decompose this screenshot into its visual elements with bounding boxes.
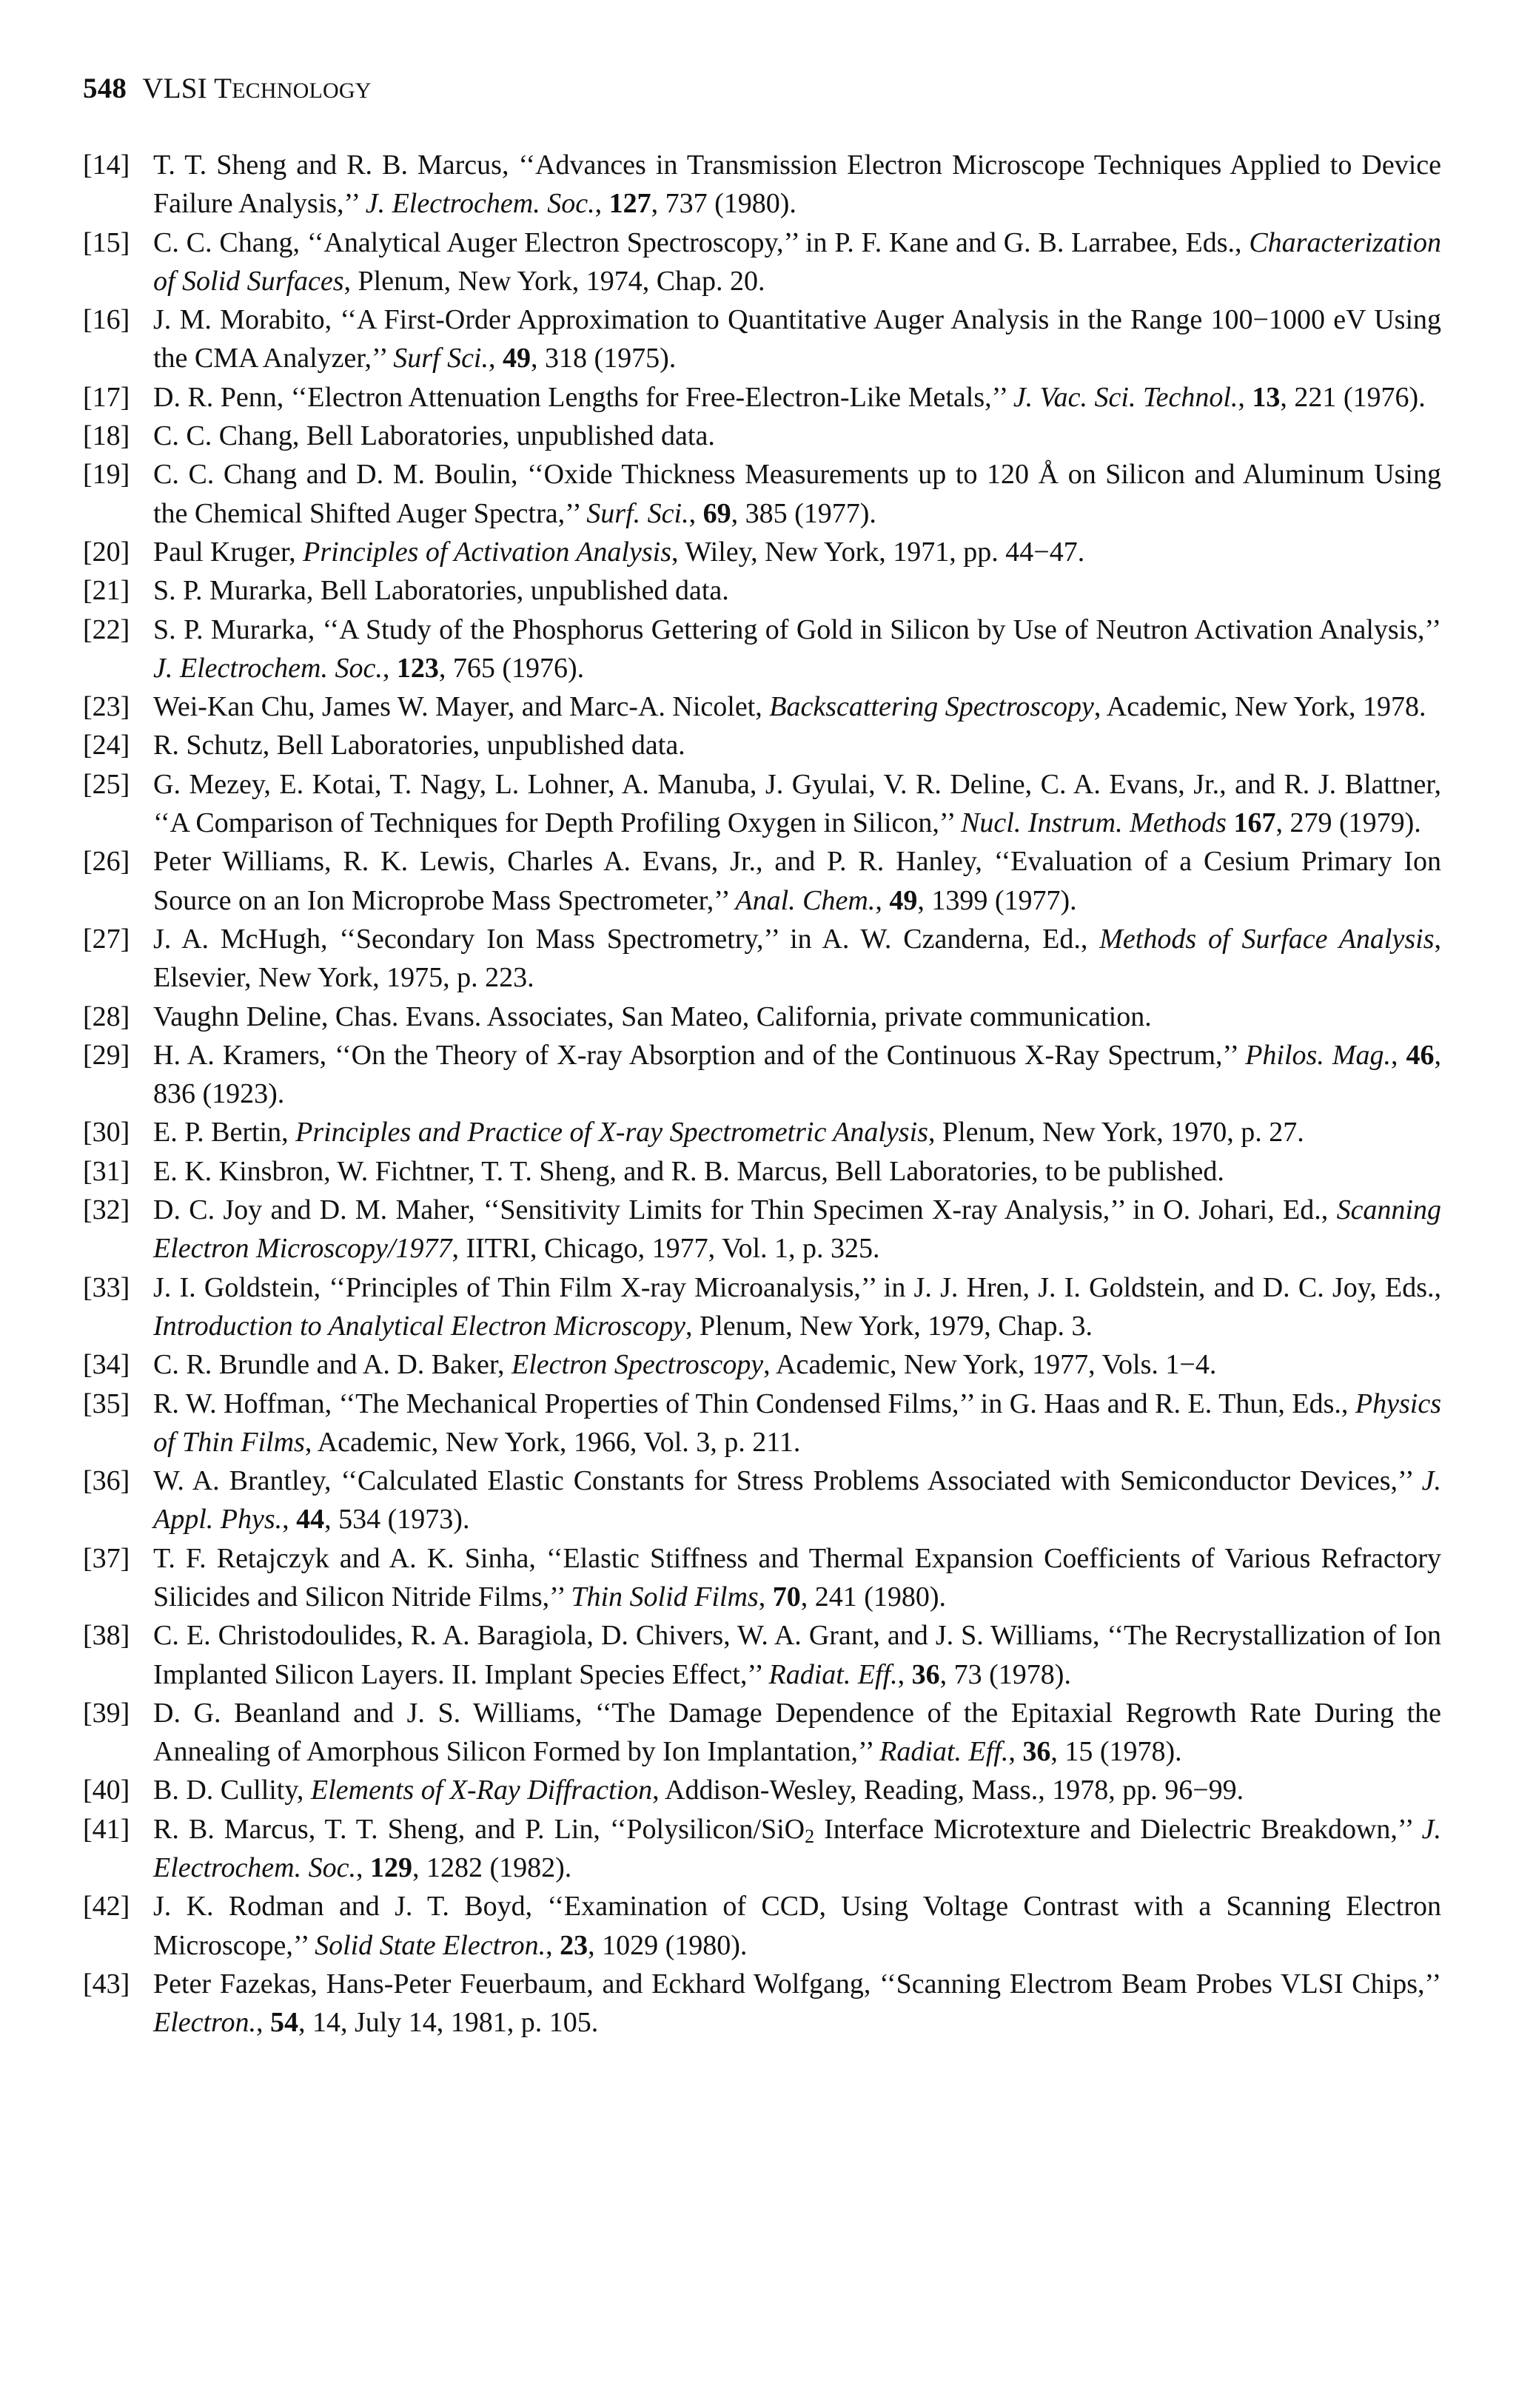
reference-text (153, 1539, 1441, 1617)
reference-segment: , (355, 1852, 370, 1884)
reference-segment: C. C. Chang and D. M. Boulin, ‘‘Oxide Thickness Measurements up to 120 Å on Silicon and Aluminum Using the Chemical Shifted Auger Spectra,’’ (153, 459, 1441, 529)
reference-text (153, 765, 1441, 843)
reference-number: [37] (83, 1542, 130, 1574)
reference-source: Introduction to Analytical Electron Microscopy (153, 1310, 686, 1342)
reference-number: [22] (83, 613, 130, 645)
reference-segment: J. K. Rodman and J. T. Boyd, ‘‘Examination of CCD, Using Voltage Contrast with a Scanning Electron Microscope,’’ (153, 1891, 1441, 1961)
reference-entry (83, 378, 1441, 417)
reference-number: [40] (83, 1775, 130, 1806)
reference-text (153, 1345, 1441, 1384)
reference-number: [38] (83, 1620, 130, 1652)
reference-list (83, 146, 1441, 2042)
reference-source: Radiat. Eff. (768, 1658, 898, 1690)
reference-segment: , (897, 1658, 912, 1690)
reference-segment: S. P. Murarka, Bell Laboratories, unpublished data. (153, 575, 729, 607)
reference-text (153, 417, 1441, 455)
reference-text (153, 1191, 1441, 1268)
reference-source: Electron. (153, 2007, 256, 2039)
reference-segment: , 1029 (1980). (588, 1929, 748, 1961)
reference-segment: Wei-Kan Chu, James W. Mayer, and Marc-A. Nicolet, (153, 691, 770, 723)
reference-segment: , Wiley, New York, 1971, pp. 44−47. (671, 536, 1085, 568)
reference-volume: 36 (1022, 1736, 1051, 1768)
reference-source: Surf Sci. (393, 343, 489, 374)
reference-number: [30] (83, 1117, 130, 1148)
reference-number: [31] (83, 1155, 130, 1187)
reference-number: [15] (83, 226, 130, 258)
reference-number: [21] (83, 575, 130, 607)
reference-entry (83, 571, 1441, 610)
reference-source: Philos. Mag. (1245, 1039, 1391, 1071)
reference-volume: 127 (608, 188, 651, 220)
reference-entry (83, 1539, 1441, 1617)
reference-segment: 2 (805, 1825, 815, 1847)
reference-segment: , (594, 188, 609, 220)
reference-segment: , 385 (1977). (731, 497, 876, 529)
reference-segment: , 1399 (1977). (917, 884, 1077, 916)
reference-number: [43] (83, 1968, 130, 2000)
reference-text (153, 920, 1441, 998)
running-head (83, 74, 1441, 103)
reference-source: J. Vac. Sci. Technol. (1013, 381, 1238, 413)
reference-text (153, 1152, 1441, 1191)
reference-number: [24] (83, 730, 130, 761)
reference-volume: 49 (889, 884, 918, 916)
reference-entry (83, 726, 1441, 764)
reference-segment: , (1391, 1039, 1406, 1071)
reference-number: [35] (83, 1388, 130, 1419)
reference-segment: Vaughn Deline, Chas. Evans. Associates, San Mateo, California, private communication. (153, 1000, 1152, 1032)
reference-text (153, 687, 1441, 726)
reference-text (153, 842, 1441, 920)
reference-segment: , (875, 884, 890, 916)
page-number: 548 (83, 73, 127, 104)
reference-number: [26] (83, 846, 130, 878)
reference-segment: , (758, 1581, 773, 1612)
reference-number: [39] (83, 1697, 130, 1729)
reference-segment: J. A. McHugh, ‘‘Secondary Ion Mass Spectrometry,’’ in A. W. Czanderna, Ed., (153, 923, 1100, 955)
reference-text (153, 300, 1441, 378)
reference-entry (83, 1268, 1441, 1346)
reference-number: [25] (83, 768, 130, 800)
reference-segment: E. P. Bertin, (153, 1117, 296, 1148)
reference-segment: , Academic, New York, 1977, Vols. 1−4. (763, 1349, 1217, 1381)
reference-segment: , 221 (1976). (1280, 381, 1426, 413)
reference-source: Surf. Sci. (586, 497, 689, 529)
reference-segment: D. R. Penn, ‘‘Electron Attenuation Lengths for Free-Electron-Like Metals,’’ (153, 381, 1013, 413)
reference-source: J. Electrochem. Soc. (365, 188, 595, 220)
reference-segment: , 737 (1980). (651, 188, 796, 220)
reference-segment: B. D. Cullity, (153, 1775, 311, 1806)
reference-volume: 167 (1233, 807, 1276, 839)
reference-number: [20] (83, 536, 130, 568)
reference-source: Solid State Electron. (315, 1929, 546, 1961)
reference-text (153, 611, 1441, 688)
reference-text (153, 533, 1441, 571)
reference-source: J. Electrochem. Soc. (153, 652, 383, 684)
reference-segment: D. G. Beanland and J. S. Williams, ‘‘The Damage Dependence of the Epitaxial Regrowth Rate During the Annealing of Amorphous Silicon Formed by Ion Implantation,’’ (153, 1697, 1441, 1768)
reference-volume: 13 (1252, 381, 1281, 413)
reference-text (153, 571, 1441, 610)
reference-volume: 23 (560, 1929, 588, 1961)
reference-number: [29] (83, 1039, 130, 1071)
reference-segment: W. A. Brantley, ‘‘Calculated Elastic Constants for Stress Problems Associated with Semiconductor Devices,’’ (153, 1465, 1422, 1497)
reference-number: [34] (83, 1349, 130, 1381)
reference-segment: C. C. Chang, ‘‘Analytical Auger Electron Spectroscopy,’’ in P. F. Kane and G. B. Larrabee, Eds., (153, 226, 1250, 258)
reference-entry (83, 1810, 1441, 1888)
reference-source: J. Electrochem. Soc. (153, 1813, 1441, 1884)
reference-entry (83, 1191, 1441, 1268)
reference-volume: 36 (911, 1658, 940, 1690)
reference-text (153, 726, 1441, 764)
reference-source: Radiat. Eff. (879, 1736, 1009, 1768)
reference-text (153, 1268, 1441, 1346)
reference-number: [41] (83, 1813, 130, 1845)
reference-segment: , IITRI, Chicago, 1977, Vol. 1, p. 325. (452, 1233, 880, 1265)
reference-segment: , (1008, 1736, 1023, 1768)
reference-text (153, 1113, 1441, 1151)
reference-segment: , (282, 1504, 297, 1536)
reference-volume: 123 (396, 652, 439, 684)
reference-segment: , Plenum, New York, 1974, Chap. 20. (343, 265, 765, 297)
reference-volume: 49 (503, 343, 531, 374)
reference-segment: R. Schutz, Bell Laboratories, unpublished data. (153, 730, 685, 761)
reference-segment: , 241 (1980). (800, 1581, 947, 1612)
reference-segment: G. Mezey, E. Kotai, T. Nagy, L. Lohner, A. Manuba, J. Gyulai, V. R. Deline, C. A. Evans, Jr., and R. J. Blattner, ‘‘A Comparison of Techniques for Depth Profiling Oxygen in Silicon,’’ (153, 768, 1441, 839)
reference-number: [32] (83, 1194, 130, 1226)
reference-text (153, 1385, 1441, 1462)
reference-segment: C. C. Chang, Bell Laboratories, unpublished data. (153, 420, 715, 452)
running-title: VLSI TECHNOLOGY (142, 73, 372, 104)
reference-segment: , (1238, 381, 1252, 413)
reference-source: Principles of Activation Analysis (303, 536, 671, 568)
reference-segment: T. T. Sheng and R. B. Marcus, ‘‘Advances in Transmission Electron Microscope Techniques Applied to Device Failure Analysis,’’ (153, 149, 1441, 220)
reference-segment: R. B. Marcus, T. T. Sheng, and P. Lin, ‘‘Polysilicon/SiO (153, 1813, 805, 1845)
reference-number: [17] (83, 381, 130, 413)
reference-segment: , 14, July 14, 1981, p. 105. (298, 2007, 599, 2039)
reference-volume: 129 (369, 1852, 412, 1884)
reference-segment: , Addison-Wesley, Reading, Mass., 1978, pp. 96−99. (652, 1775, 1244, 1806)
reference-segment: R. W. Hoffman, ‘‘The Mechanical Properties of Thin Condensed Films,’’ in G. Haas and R. E. Thun, Eds., (153, 1388, 1355, 1419)
reference-number: [19] (83, 459, 130, 491)
reference-source: Thin Solid Films (571, 1581, 759, 1612)
reference-text (153, 146, 1441, 223)
reference-segment: D. C. Joy and D. M. Maher, ‘‘Sensitivity Limits for Thin Specimen X-ray Analysis,’’ in O. Johari, Ed., (153, 1194, 1337, 1226)
reference-source: Methods of Surface Analysis (1099, 923, 1435, 955)
reference-entry (83, 1385, 1441, 1462)
reference-segment: , (255, 2007, 270, 2039)
reference-segment: Paul Kruger, (153, 536, 303, 568)
reference-entry (83, 300, 1441, 378)
reference-source: J. Appl. Phys. (153, 1465, 1441, 1536)
reference-segment: , 534 (1973). (324, 1504, 470, 1536)
reference-text (153, 1810, 1441, 1888)
reference-segment: Peter Fazekas, Hans-Peter Feuerbaum, and Eckhard Wolfgang, ‘‘Scanning Electrom Beam Probes VLSI Chips,’’ (153, 1968, 1441, 2000)
reference-segment: , (382, 652, 397, 684)
reference-number: [36] (83, 1465, 130, 1497)
reference-segment: , Academic, New York, 1966, Vol. 3, p. 211. (304, 1426, 801, 1458)
reference-entry (83, 1887, 1441, 1965)
reference-segment: , 15 (1978). (1050, 1736, 1182, 1768)
reference-number: [14] (83, 149, 130, 181)
reference-entry (83, 417, 1441, 455)
reference-source: Characterization of Solid Surfaces (153, 226, 1441, 297)
reference-entry (83, 146, 1441, 223)
reference-number: [33] (83, 1271, 130, 1303)
reference-source: Nucl. Instrum. Methods (961, 807, 1227, 839)
reference-segment: J. M. Morabito, ‘‘A First-Order Approximation to Quantitative Auger Analysis in the Range 100−1000 eV Using the CMA Analyzer,’’ (153, 304, 1441, 374)
reference-entry (83, 1345, 1441, 1384)
reference-segment: , 1282 (1982). (412, 1852, 572, 1884)
reference-segment: , Plenum, New York, 1970, p. 27. (928, 1117, 1304, 1148)
reference-source: Electron Spectroscopy (511, 1349, 764, 1381)
reference-number: [27] (83, 923, 130, 955)
reference-text (153, 455, 1441, 533)
reference-segment: Peter Williams, R. K. Lewis, Charles A. Evans, Jr., and P. R. Hanley, ‘‘Evaluation of a Cesium Primary Ion Source on an Ion Microprobe Mass Spectrometer,’’ (153, 846, 1441, 916)
reference-text (153, 998, 1441, 1036)
reference-text (153, 1887, 1441, 1965)
reference-volume: 69 (702, 497, 731, 529)
reference-segment: C. R. Brundle and A. D. Baker, (153, 1349, 512, 1381)
reference-entry (83, 765, 1441, 843)
reference-entry (83, 1462, 1441, 1539)
reference-entry (83, 1616, 1441, 1694)
reference-segment: , 318 (1975). (531, 343, 677, 374)
reference-source: Anal. Chem. (735, 884, 876, 916)
reference-entry (83, 533, 1441, 571)
reference-segment: , 836 (1923). (153, 1039, 1442, 1110)
reference-number: [18] (83, 420, 130, 452)
reference-number: [23] (83, 691, 130, 723)
reference-volume: 44 (296, 1504, 325, 1536)
reference-number: [28] (83, 1000, 130, 1032)
reference-entry (83, 1771, 1441, 1809)
reference-segment: , Academic, New York, 1978. (1093, 691, 1426, 723)
reference-source: Elements of X-Ray Diffraction (310, 1775, 653, 1806)
reference-segment: , 279 (1979). (1275, 807, 1421, 839)
reference-entry (83, 920, 1441, 998)
reference-text (153, 1036, 1441, 1114)
reference-segment: , Elsevier, New York, 1975, p. 223. (153, 923, 1441, 994)
reference-text (153, 223, 1441, 301)
reference-entry (83, 223, 1441, 301)
reference-text (153, 1965, 1441, 2042)
reference-source: Scanning Electron Microscopy/1977 (153, 1194, 1441, 1265)
reference-segment: C. E. Christodoulides, R. A. Baragiola, D. Chivers, W. A. Grant, and J. S. Williams, ‘‘The Recrystallization of Ion Implanted Silicon Layers. II. Implant Species Effect,’’ (153, 1620, 1441, 1690)
reference-number: [16] (83, 304, 130, 336)
reference-entry (83, 455, 1441, 533)
reference-segment: Interface Microtexture and Dielectric Breakdown,’’ (814, 1813, 1422, 1845)
reference-source: Physics of Thin Films (153, 1388, 1441, 1458)
reference-entry (83, 1152, 1441, 1191)
reference-entry (83, 611, 1441, 688)
reference-segment: , 765 (1976). (438, 652, 585, 684)
reference-entry (83, 1113, 1441, 1151)
reference-segment: , (546, 1929, 560, 1961)
reference-volume: 70 (772, 1581, 801, 1612)
reference-source: Principles and Practice of X-ray Spectrometric Analysis (295, 1117, 928, 1148)
reference-entry (83, 842, 1441, 920)
reference-segment: , 73 (1978). (939, 1658, 1071, 1690)
reference-text (153, 1771, 1441, 1809)
reference-segment: , (688, 497, 703, 529)
reference-text (153, 378, 1441, 417)
reference-segment: , Plenum, New York, 1979, Chap. 3. (685, 1310, 1093, 1342)
reference-text (153, 1462, 1441, 1539)
reference-entry (83, 687, 1441, 726)
reference-volume: 46 (1406, 1039, 1435, 1071)
reference-segment: E. K. Kinsbron, W. Fichtner, T. T. Sheng, and R. B. Marcus, Bell Laboratories, to be published. (153, 1155, 1224, 1187)
reference-entry (83, 1036, 1441, 1114)
reference-entry (83, 1965, 1441, 2042)
reference-number: [42] (83, 1891, 130, 1923)
reference-segment: H. A. Kramers, ‘‘On the Theory of X-ray Absorption and of the Continuous X-Ray Spectrum,’’ (153, 1039, 1246, 1071)
reference-segment: T. F. Retajczyk and A. K. Sinha, ‘‘Elastic Stiffness and Thermal Expansion Coefficients of Various Refractory Silicides and Silicon Nitride Films,’’ (153, 1542, 1441, 1612)
reference-segment: S. P. Murarka, ‘‘A Study of the Phosphorus Gettering of Gold in Silicon by Use of Neutron Activation Analysis,’’ (153, 613, 1441, 645)
reference-segment: J. I. Goldstein, ‘‘Principles of Thin Film X-ray Microanalysis,’’ in J. J. Hren, J. I. Goldstein, and D. C. Joy, Eds., (153, 1271, 1441, 1303)
reference-entry (83, 1694, 1441, 1772)
reference-entry (83, 998, 1441, 1036)
book-page (83, 74, 1441, 2042)
reference-volume: 54 (269, 2007, 298, 2039)
reference-text (153, 1694, 1441, 1772)
reference-text (153, 1616, 1441, 1694)
reference-segment: , (489, 343, 503, 374)
reference-source: Backscattering Spectroscopy (769, 691, 1094, 723)
